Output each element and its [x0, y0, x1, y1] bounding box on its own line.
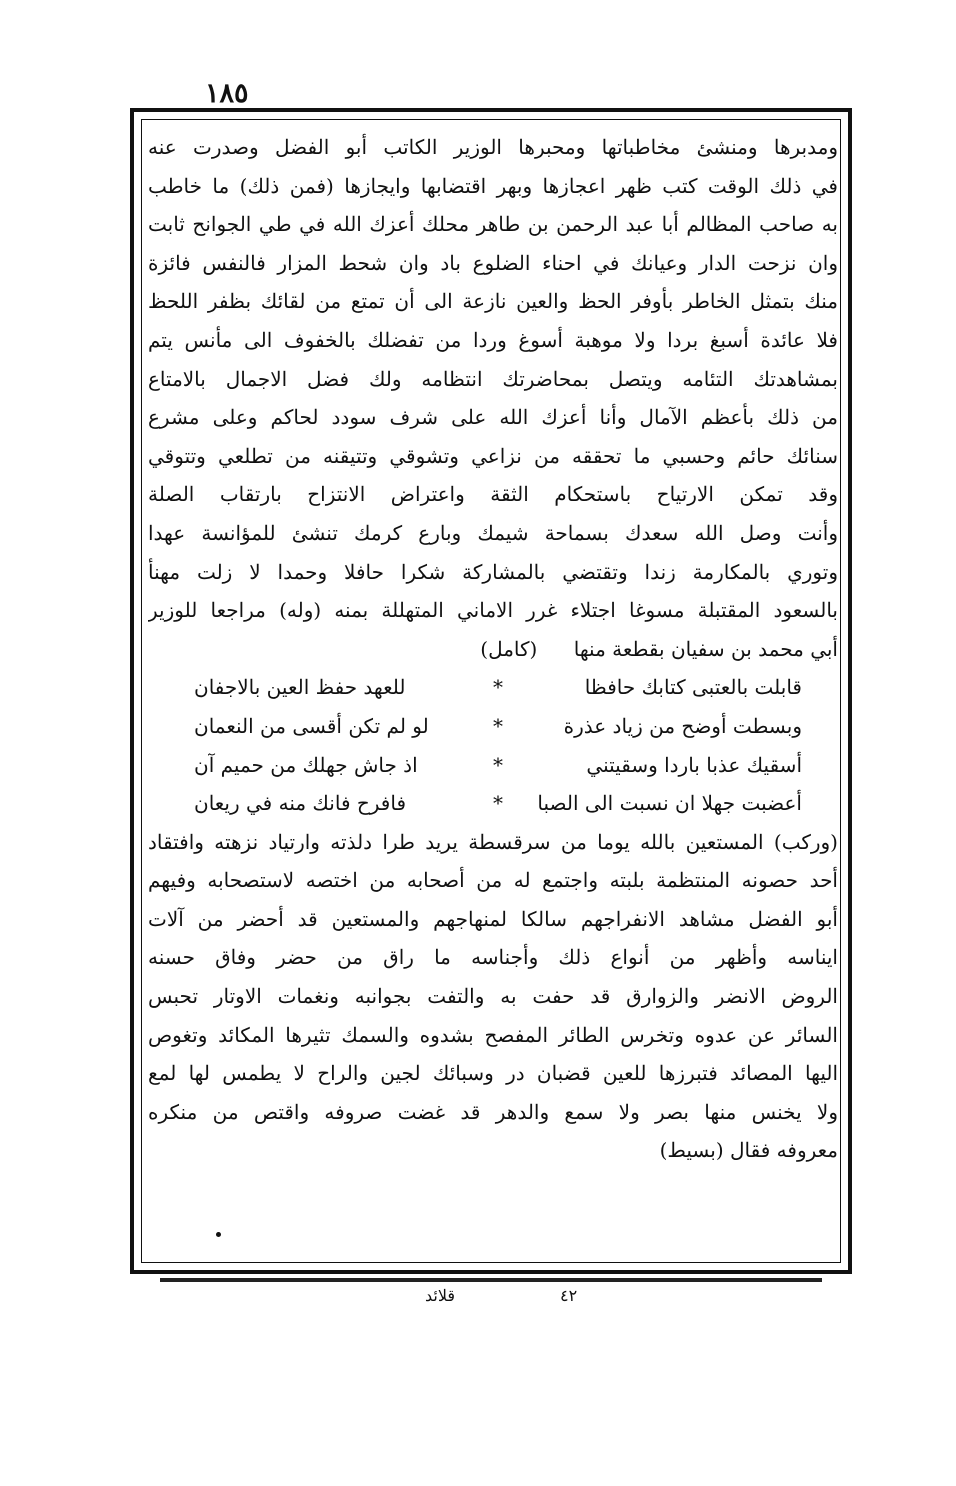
text-line: السائر عن عدوه وتخرس الطائر المفصح بشدوه والسمك تثيرها المكائد وتغوص — [148, 1022, 838, 1047]
text-line: أبو الفضل مشاهد الانفراجهم سالكا لمنهاجهم والمستعين قد أحضر من آلات — [148, 906, 838, 931]
verse-separator: * — [493, 675, 503, 700]
verse-separator: * — [493, 791, 503, 816]
text-line: معروفه فقال (بسيط) — [659, 1138, 838, 1163]
text-line: بالسعود المقتبلة مسوغا اجتلاء غرر الاماني المتهللة بمنه (وله) مراجعا للوزير — [148, 598, 838, 623]
text-line: ايناسه وأظهر من أنواع ذلك وأجناسه ما راق من حضر وفاق حسنه — [148, 945, 838, 970]
footer-catchword: قلائد — [425, 1286, 456, 1305]
verse-second-hemistich: اذ جاش جهلك من حميم آن — [194, 752, 418, 777]
page-number: ١٨٥ — [205, 78, 249, 109]
verse-first-hemistich: قابلت بالعتبى كتابك حافظا — [584, 675, 802, 700]
verse-separator: * — [493, 713, 503, 738]
footer-rule — [160, 1278, 822, 1282]
ink-dot — [216, 1232, 221, 1237]
text-line: وأنت وصل الله سعدك بسماحة شيمك وبارع كرمك تنشئ للمؤانسة عهدا — [148, 520, 838, 545]
verse-second-hemistich: للعهد حفظ العين بالاجفان — [194, 675, 406, 700]
footer-signature: ٤٢ — [560, 1286, 578, 1305]
poem-verse — [148, 746, 838, 785]
text-line: (وركب) المستعين بالله يوما من سرقسطة يريد طرا دلذته وارتياد نزهته وافتقاد — [148, 829, 838, 854]
text-line: اليها المصائد فتبرزها للعين قضبان در وسبائك لجين والراح لا يطمس لها لمع — [148, 1061, 838, 1086]
text-line: بمشاهدتك التئامه ويتصل بمحاضرتك انتظامه ولك فضل الاجمال بالامتاع — [148, 366, 838, 391]
text-line: وتوري بالمكارمة زندا وتقتضي بالمشاركة شكرا حافلا وحمدا لا زلت مهنأ — [148, 559, 838, 584]
poem-verse — [148, 707, 838, 746]
poem-intro-line — [148, 630, 838, 669]
verse-separator: * — [493, 752, 503, 777]
text-line: فلا عائدة أسبغ بردا ولا موهبة أسوغ وردا من تفضلك بالخفوف الى مأنس يتم — [148, 327, 838, 352]
main-text — [148, 128, 838, 1170]
verse-first-hemistich: وبسطت أوضح من زياد عذرة — [563, 713, 802, 738]
text-line: به صاحب المظالم أبا عبد الرحمن بن طاهر محلك أعزك الله في طي الجوانح ثابت — [148, 212, 838, 237]
text-line: الروض الانضر والزوارق قد حفت به والتفت بجوانبه ونغمات الاوتار تحبس — [148, 984, 838, 1009]
verse-second-hemistich: فافرح فانك منه في ريعان — [194, 791, 407, 816]
text-line: أبي محمد بن سفيان بقطعة منها — [573, 636, 838, 661]
text-line: في ذلك الوقت كتب ظهر اعجازها وبهر اقتضابها وايجازها (فمن ذلك) ما خاطب — [148, 173, 838, 198]
text-line: من ذلك بأعظم الآمال وأنا أعزك الله على شرف سودد لحاكم وعلى مشرع — [148, 405, 838, 430]
verse-second-hemistich: لو لم تكن أقسى من النعمان — [194, 713, 429, 738]
text-line: وان نزحت الدار وعيانك في احناء الضلوع باد وان شحط المزار فالنفس فائزة — [148, 250, 838, 275]
poem-verse — [148, 668, 838, 707]
text-line: أحد حصونه المنتظمة بلبته واجتمع له من أصحابه من اختصه لاستصحابه وفيهم — [148, 868, 838, 893]
text-line: ومدبرها ومنشئ مخاطباتها ومحبرها الوزير الكاتب أبو الفضل وصدرت عنه — [148, 135, 838, 159]
text-line: منك بتمثل الخاطر بأوفر الحظ والعين نازعة الى أن تمتع من لقائك بظفر اللحظ — [148, 289, 838, 314]
text-line: وقد تمكن الارتياح باستحكام الثقة واعتراض الانتزاح بارتقاب الصلة — [148, 482, 838, 507]
text-line: سنائك حائم وحسبي ما تحققه من نزاعي وتشوقي وتتيقنه من تطلعي وتتوقي — [148, 443, 838, 468]
poem-verse — [148, 784, 838, 823]
verse-first-hemistich: أسقيك عذبا باردا وسقيتني — [586, 752, 802, 777]
poem-meter: (كامل) — [480, 636, 538, 661]
verse-first-hemistich: أعضبت جهلا ان نسبت الى الصبا — [537, 791, 802, 816]
text-line: ولا يخنس منها بصر ولا سمع والدهر قد غضت صروفه واقتص من منكره — [148, 1099, 838, 1124]
